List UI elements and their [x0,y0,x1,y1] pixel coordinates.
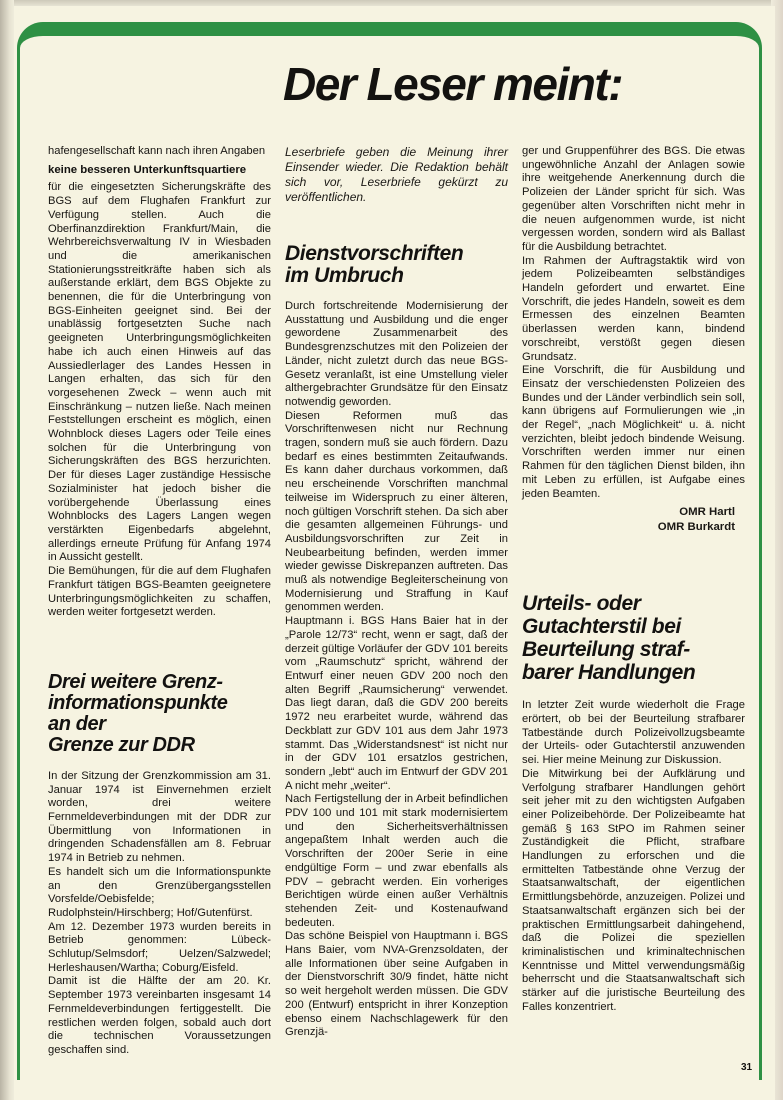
paragraph: Durch fortschreitende Modernisierung der Ausstattung und Ausbildung und die enger gewordene Zusammenarbeit des Bundesgrenzschutzes mit den Polizeien der Länder, nicht zuletzt durch das neue BGS-Gesetz veranlaßt, ist eine Umstellung vieler althergebrachter Grundsätze für den Einsatz notwendig geworden. [285,300,508,408]
paragraph: für die eingesetzten Sicherungskräfte des BGS auf dem Flughafen Frankfurt zur Verfügung stellen. Auch die Oberfinanzdirektion Frankfurt/Main, die Wehrbereichsverwaltung IV in Wiesbaden und die amerikanischen Stationierungsstreitkräfte haben sich als außerstande erklärt, dem BGS Objekte zu benennen, die für die Unterbringung von BGS-Einheiten geeignet sind. Bei der unablässig fortgesetzten Suche nach geeigneten Unterbringungsmöglichkeiten habe ich auch einen Hinweis auf das Aussiedlerlager des Landes Hessen in Langen erhalten, das sich für den vorgesehenen Zweck – wenn auch mit Einschränkung – nutzen ließe. Nach meinen Feststellungen erscheint es möglich, einen Wohnblock dieses Lagers oder Teile eines solchen für die Unterbringung von Sicherungskräften des BGS herzurichten. Der für dieses Lager zuständige Hessische Sozialminister hat jedoch bisher die vorübergehende Überlassung eines Wohnblocks des Lagers Langen wegen verstärkten Eigenbedarfs abgelehnt, allerdings erneute Prüfung für Anfang 1974 in Aussicht gestellt. [48,181,271,564]
heading-line: informationspunkte [48,691,228,714]
author-initials: Kr. [257,975,271,988]
heading-line: Drei weitere Grenz- [48,670,223,693]
heading-line: Dienstvorschriften [285,242,464,265]
article-heading-dienstvorschriften [285,243,508,287]
heading-line: Gutachterstil bei [522,615,681,639]
paragraph: Die Bemühungen, für die auf dem Flughafen Frankfurt tätigen BGS-Beamten geeignetere Unterbringungsmöglichkeiten zu schaffen, werden weiter fortgesetzt werden. [48,565,271,619]
paragraph: Eine Vorschrift, die für Ausbildung und Einsatz der verschiedensten Polizeien des Bundes und der Länder verbindlich sein soll, kann übrigens auf Formulierungen wie „in der Regel“, „nach Möglichkeit“ u. ä. nicht verzichten, bleibt jedoch bindende Weisung. Vorschriften werden immer nur einen Rahmen für den täglichen Dienst bilden, ihn mit Leben zu erfüllen, ist Aufgabe eines jeden Beamten. [522,364,745,500]
page-title: Der Leser meint: [283,58,623,110]
paragraph-continuation: hafengesellschaft kann nach ihren Angaben [48,145,266,157]
paragraph: Es handelt sich um die Informationspunkte an den Grenzübergangsstellen Vorsfelde/Oebisfelde; Rudolphstein/Hirschberg; Hof/Gutenfürst. [48,865,271,919]
paragraph: In letzter Zeit wurde wiederholt die Frage erörtert, ob bei der Beurteilung strafbarer Tatbestände durch Polizeivollzugsbeamte der Urteils- oder Gutachterstil anzuwenden sei. Hier meine Meinung zur Diskussion. [522,699,745,767]
editor-note: Leserbriefe geben die Meinung ihrer Einsender wieder. Die Redaktion behält sich vor, Leserbriefe gekürzt zu veröffentlichen. [285,145,508,204]
heading-line: im Umbruch [285,264,404,287]
paragraph: Hauptmann i. BGS Hans Baier hat in der „Parole 12/73“ recht, wenn er sagt, daß der derzeit gültige Vorläufer der GDV 101 bereits vom „Raumschutz“ spricht, während der Entwurf einer neuen GDV 200 noch den alten Begriff „Raumsicherung“ verwendet. Das liegt daran, daß die GDV 200 bereits 1972 neu erarbeitet wurde, während das Deckblatt zur GDV 101 aus dem Jahr 1973 stammt. Das „Widerstandsnest“ ist nicht nur in der GDV 101 ersatzlos gestrichen, sondern „lebt“ auch im Entwurf der GDV 201 A nicht mehr „weiter“. [285,615,508,792]
heading-line: Urteils- oder [522,592,641,616]
paragraph: Am 12. Dezember 1973 wurden bereits in Betrieb genommen: Lübeck-Schlutup/Selmsdorf; Uelzen/Salzwedel; Herleshausen/Wartha; Coburg/Eisfeld. [48,920,271,974]
heading-line: Grenze zur DDR [48,733,195,756]
paragraph: Das schöne Beispiel von Hauptmann i. BGS Hans Baier, vom NVA-Grenzsoldaten, der alle Informationen über seine Aufgaben in der Dienstvorschrift 30/9 findet, hätte nicht so weit hergeholt werden müssen. Die GDV 200 (Entwurf) entspricht in ihrer Konzeption ebenso einem Nachschlagewerk für den Grenzjä- [285,930,508,1039]
paragraph: Nach Fertigstellung der in Arbeit befindlichen PDV 100 und 101 mit stark modernisiertem und den Sicherheitsverhältnissen angepaßtem Inhalt werden auch die Vorschriften der 200er Serie in eine endgültige Form – und zwar ebenfalls als PDV – gebracht werden. Ein vorheriges Berichtigen würde einen außer Verhältnis stehenden Zeit- und Kostenaufwand bedeuten. [285,793,508,929]
page-scan-edge-left [0,0,14,1100]
heading-line: an der [48,712,106,735]
heading-line: barer Handlungen [522,661,696,685]
paragraph: Die Mitwirkung bei der Aufklärung und Verfolgung strafbarer Handlungen gehört seit jeher mit zu den wichtigsten Aufgaben einer Polizeibehörde. Der Polizeibeamte hat gemäß § 163 StPO im Rahmen seiner Zuständigkeit die Pflicht, strafbare Handlungen zu erforschen und die ermittelten Tatbestände ohne Verzug der Staatsanwaltschaft, der eigentlichen Ermittlungsbehörde, anzuzeigen. Polizei und Staatsanwaltschaft ergänzen sich bei der praktischen Ermittlungsarbeit dahingehend, daß die Polizei die speziellen kriminalistischen und kriminaltechnischen Kenntnisse und Mittel verwendungsmäßig beherrscht und die Staatsanwaltschaft sich stärker auf die juristische Beurteilung des Falles konzentriert. [522,767,745,1013]
content-columns [48,145,745,1085]
paragraph-with-initials [48,975,271,1057]
signature: OMR Burkardt [657,520,735,533]
column-left [48,145,271,1085]
page-number: 31 [741,1062,753,1073]
paragraph: In der Sitzung der Grenzkommission am 31. Januar 1974 ist Einvernehmen erzielt worden, drei weitere Fernmeldeverbindungen mit der DDR zur Übermittlung von Informationen in dringenden Schadensfällen am 8. Februar 1974 in Betrieb zu nehmen. [48,769,271,865]
subheading-unterkunftsquartiere: keine besseren Unterkunftsquartiere [48,163,247,176]
article-heading-urteilsstil [522,592,745,684]
column-right [522,145,745,1085]
letter-signatures [522,505,745,534]
column-middle [285,145,508,1085]
article-heading-grenzinformationspunkte [48,672,271,756]
paragraph: Diesen Reformen muß das Vorschriftenwesen nicht nur Rechnung tragen, sondern muß sie auch fördern. Dazu bedarf es eines bestimmten Zeitaufwands. Es kann daher durchaus vorkommen, daß neu erscheinende Vorschriften manchmal teilweise im Widerspruch zu einer älteren, noch gültigen Vorschrift stehen. Da sich aber die gesamten allgemeinen Führungs- und Ausbildungsvorschriften zur Zeit in Neubearbeitung befinden, werden immer wieder gewisse Diskrepanzen auftreten. Das muß als notwendige Begleiterscheinung von Modernisierung und Straffung in Kauf genommen werden. [285,409,508,614]
paragraph-text: Damit ist die Hälfte der am 20. September 1973 vereinbarten insgesamt 14 Fernmeldeverbindungen fertiggestellt. Die restlichen werden folgen, sobald auch dort die technischen Voraussetzungen geschaffen sind. [48,975,271,1056]
paragraph: Im Rahmen der Auftragstaktik wird von jedem Polizeibeamten selbständiges Handeln gefordert und erwartet. Eine Vorschrift, die jedes Handeln, soweit es dem Ermessen des einzelnen Beamten überlassen werden kann, bindend vorschreibt, verstößt gegen diesen Grundsatz. [522,254,745,363]
heading-line: Beurteilung straf- [522,638,690,662]
paragraph: ger und Gruppenführer des BGS. Die etwas ungewöhnliche Anzahl der Anlagen sowie ihre weitgehende Anerkennung durch die Polizeien der Länder spricht für sich. Was gegenüber alten Vorschriften nicht mehr in die neuen aufgenommen wurde, ist nicht vergessen worden, sondern wird als Ballast für die Ausbildung betrachtet. [522,145,745,253]
signature: OMR Hartl [679,506,735,519]
